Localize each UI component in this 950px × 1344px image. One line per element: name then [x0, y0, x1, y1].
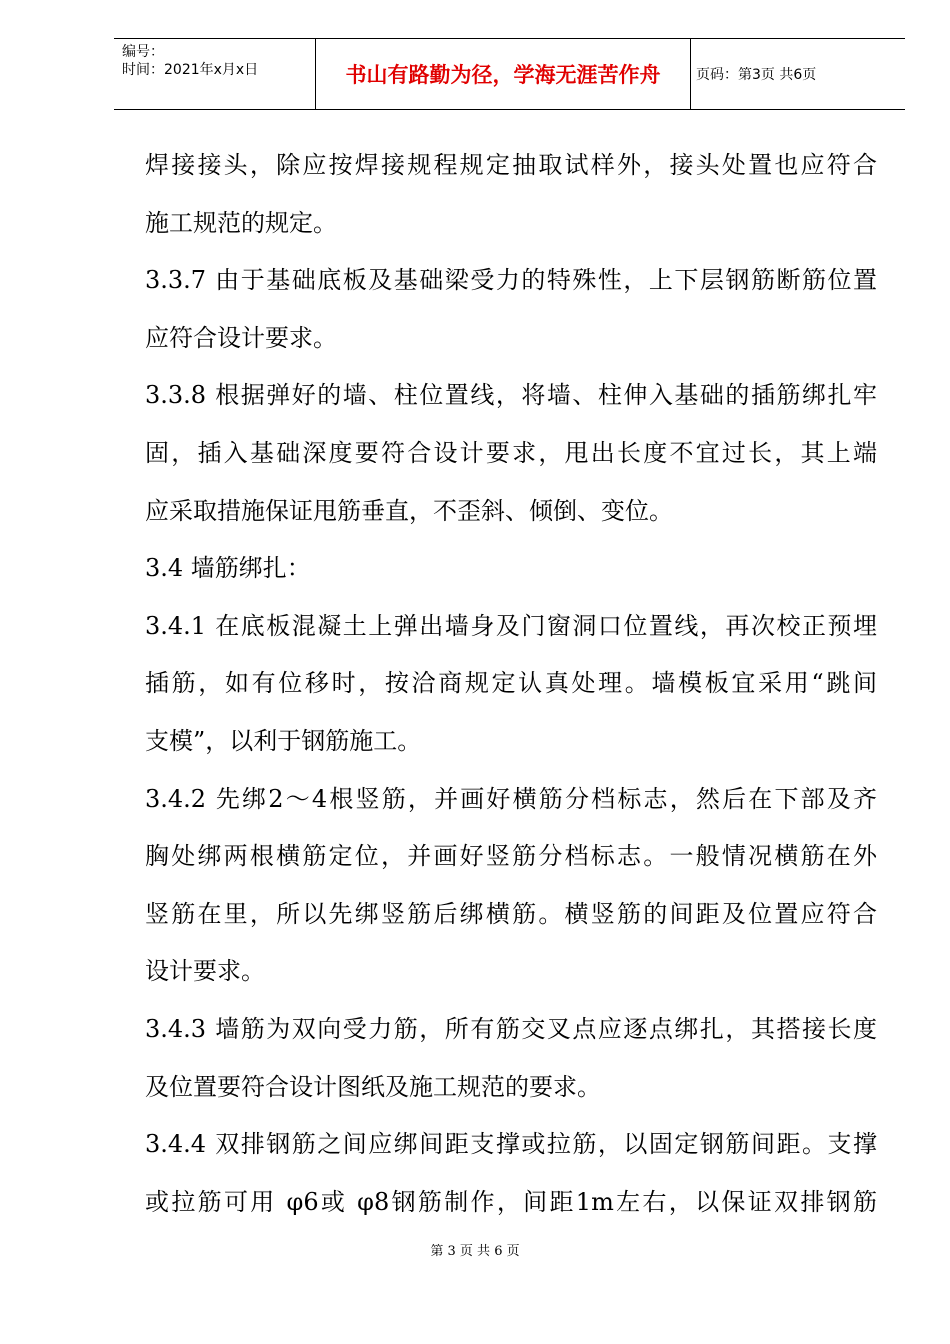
text-line: 应采取措施保证甩筋垂直，不歪斜、倾倒、变位。 — [145, 496, 673, 525]
text-line: 及位置要符合设计图纸及施工规范的要求。 — [145, 1072, 601, 1101]
document-body — [145, 137, 877, 1231]
header-meta-cell — [114, 39, 315, 109]
text-line: 应符合设计要求。 — [145, 323, 337, 352]
text-line: 3.4.1 在底板混凝土上弹出墙身及门窗洞口位置线，再次校正预埋 — [145, 611, 877, 640]
text-line: 焊接接头，除应按焊接规程规定抽取试样外，接头处置也应符合 — [145, 151, 877, 179]
text-line: 3.4.4 双排钢筋之间应绑间距支撑或拉筋，以固定钢筋间距。支撑 — [145, 1130, 877, 1159]
text-line: 3.4.3 墙筋为双向受力筋，所有筋交叉点应逐点绑扎，其搭接长度 — [145, 1014, 877, 1043]
text-line: 支模”，以利于钢筋施工。 — [145, 726, 422, 755]
text-line: 3.3.7 由于基础底板及基础梁受力的特殊性，上下层钢筋断筋位置 — [145, 266, 877, 295]
doc-number-label: 编号： — [122, 44, 164, 60]
text-line: 竖筋在里，所以先绑竖筋后绑横筋。横竖筋的间距及位置应符合 — [145, 899, 877, 928]
header-page-info: 页码：第3页 共6页 — [696, 67, 817, 83]
header-motto: 书山有路勤为径，学海无涯苦作舟 — [315, 39, 691, 109]
text-line: 设计要求。 — [145, 957, 265, 986]
text-line: 插筋，如有位移时，按洽商规定认真处理。墙模板宜采用“跳间 — [145, 669, 877, 698]
section-heading: 3.4 墙筋绑扎： — [145, 554, 311, 583]
page-footer: 第 3 页 共 6 页 — [430, 1244, 520, 1259]
text-line: 3.4.2 先绑2～4根竖筋，并画好横筋分档标志，然后在下部及齐 — [145, 784, 877, 813]
doc-time-label: 时间：2021年x月x日 — [122, 62, 259, 78]
text-line: 施工规范的规定。 — [145, 208, 337, 237]
text-line: 3.3.8 根据弹好的墙、柱位置线，将墙、柱伸入基础的插筋绑扎牢 — [145, 381, 877, 410]
text-line: 胸处绑两根横筋定位，并画好竖筋分档标志。一般情况横筋在外 — [145, 842, 877, 871]
text-line: 固，插入基础深度要符合设计要求，甩出长度不宜过长，其上端 — [145, 438, 877, 467]
page-header — [114, 38, 905, 110]
text-line: 或拉筋可用 φ6或 φ8钢筋制作，间距1m左右，以保证双排钢筋 — [145, 1187, 877, 1216]
